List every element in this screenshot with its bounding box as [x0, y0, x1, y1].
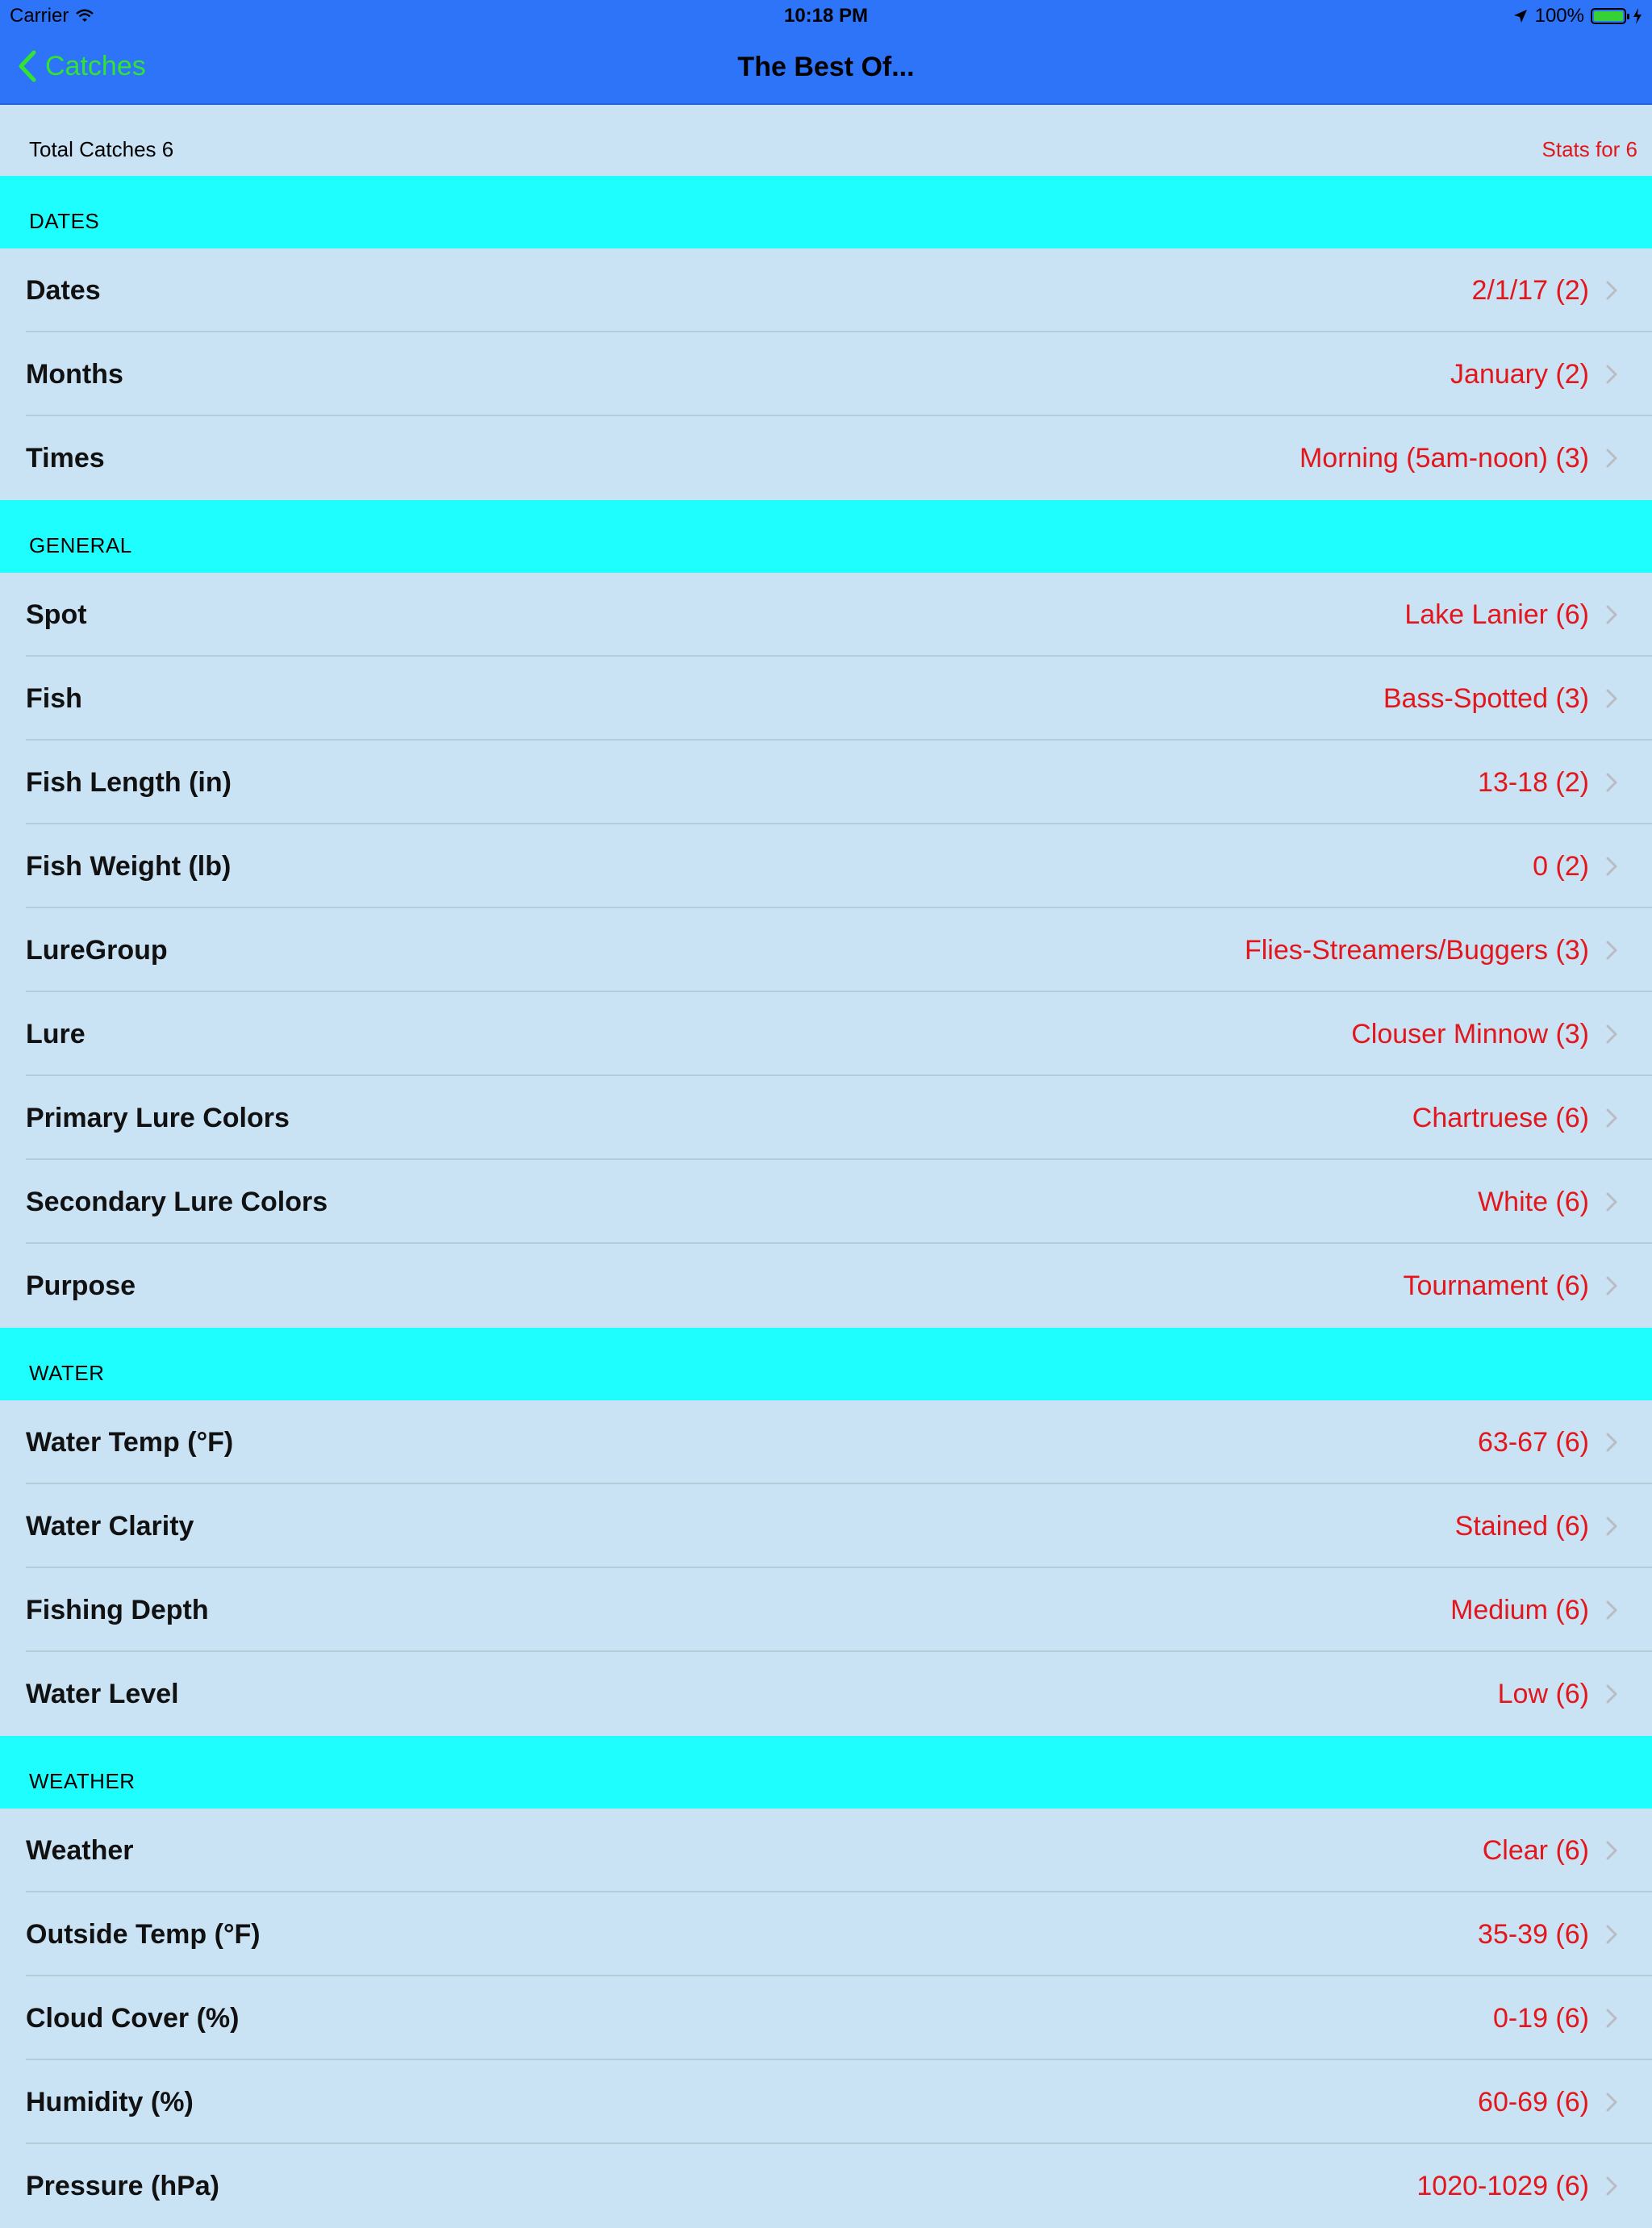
row-label: Months [26, 359, 123, 390]
chevron-right-icon [1600, 1683, 1623, 1705]
chevron-right-icon [1600, 1191, 1623, 1213]
section-header-label: WEATHER [29, 1769, 136, 1793]
row-value: 0 (2) [1533, 851, 1589, 882]
chevron-right-icon [1600, 1431, 1623, 1454]
row-label: Water Temp (°F) [26, 1427, 234, 1458]
row-value: Tournament (6) [1403, 1270, 1589, 1301]
table-row[interactable] [0, 332, 1652, 416]
stats-table [0, 176, 1652, 2228]
battery-icon [1591, 8, 1626, 24]
row-value: 2/1/17 (2) [1471, 275, 1589, 306]
nav-bar [0, 32, 1652, 103]
table-row[interactable] [0, 248, 1652, 332]
chevron-right-icon [1600, 771, 1623, 794]
row-label: Times [26, 443, 105, 474]
row-label: LureGroup [26, 935, 168, 966]
row-value: Bass-Spotted (3) [1383, 683, 1589, 714]
chevron-right-icon [1600, 1839, 1623, 1862]
chevron-right-icon [1600, 447, 1623, 469]
row-value: Morning (5am-noon) (3) [1299, 443, 1589, 474]
navigation-bar [0, 0, 1652, 105]
chevron-right-icon [1600, 2091, 1623, 2113]
chevron-right-icon [1600, 1515, 1623, 1537]
chevron-right-icon [1600, 279, 1623, 302]
stats-for-link[interactable]: Stats for 6 [1541, 137, 1637, 161]
row-value: January (2) [1450, 359, 1589, 390]
row-label: Fish Weight (lb) [26, 851, 232, 882]
chevron-right-icon [1600, 1023, 1623, 1045]
row-value: Clear (6) [1482, 1835, 1589, 1866]
charging-bolt-icon [1633, 8, 1642, 24]
chevron-right-icon [1600, 2175, 1623, 2197]
status-right [1512, 5, 1642, 27]
row-value: Low (6) [1497, 1679, 1589, 1709]
section-header-general [0, 500, 1652, 573]
row-label: Spot [26, 599, 87, 630]
row-value: Stained (6) [1454, 1511, 1589, 1542]
table-row[interactable] [0, 2144, 1652, 2228]
back-label: Catches [45, 50, 146, 81]
row-value: Flies-Streamers/Buggers (3) [1244, 935, 1589, 966]
section-header-label: GENERAL [29, 533, 132, 557]
table-row[interactable] [0, 2060, 1652, 2144]
chevron-right-icon [1600, 939, 1623, 962]
row-value: White (6) [1478, 1187, 1589, 1217]
section-header-weather [0, 1736, 1652, 1809]
table-row[interactable] [0, 657, 1652, 741]
row-label: Humidity (%) [26, 2087, 194, 2117]
clock: 10:18 PM [783, 5, 869, 27]
table-row[interactable] [0, 1809, 1652, 1892]
row-label: Purpose [26, 1270, 136, 1301]
row-label: Weather [26, 1835, 134, 1866]
row-value: 63-67 (6) [1478, 1427, 1589, 1458]
battery-percent: 100% [1534, 5, 1584, 27]
section-header-water [0, 1328, 1652, 1400]
table-row[interactable] [0, 992, 1652, 1076]
chevron-right-icon [1600, 687, 1623, 710]
row-label: Outside Temp (°F) [26, 1919, 261, 1950]
table-row[interactable] [0, 1892, 1652, 1976]
row-value: 35-39 (6) [1478, 1919, 1589, 1950]
section-header-dates [0, 176, 1652, 248]
table-row[interactable] [0, 1076, 1652, 1160]
row-value: 1020-1029 (6) [1416, 2171, 1589, 2201]
row-label: Secondary Lure Colors [26, 1187, 328, 1217]
row-value: Chartruese (6) [1412, 1103, 1589, 1133]
row-label: Fish Length (in) [26, 767, 232, 798]
location-arrow-icon [1512, 8, 1529, 24]
row-label: Lure [26, 1019, 86, 1049]
table-row[interactable] [0, 824, 1652, 908]
section-header-label: WATER [29, 1361, 105, 1385]
table-row[interactable] [0, 1160, 1652, 1244]
section-header-label: DATES [29, 209, 100, 233]
chevron-right-icon [1600, 2007, 1623, 2030]
status-bar [0, 0, 1652, 32]
chevron-right-icon [1600, 1275, 1623, 1297]
row-value: 0-19 (6) [1492, 2003, 1589, 2034]
page-title: The Best Of... [737, 52, 915, 82]
row-value: 60-69 (6) [1478, 2087, 1589, 2117]
row-label: Dates [26, 275, 101, 306]
table-row[interactable] [0, 1652, 1652, 1736]
table-row[interactable] [0, 1568, 1652, 1652]
row-value: Lake Lanier (6) [1404, 599, 1589, 630]
row-label: Pressure (hPa) [26, 2171, 219, 2201]
row-label: Water Clarity [26, 1511, 194, 1542]
chevron-right-icon [1600, 855, 1623, 878]
table-row[interactable] [0, 416, 1652, 500]
row-value: Medium (6) [1450, 1595, 1589, 1625]
total-catches-label: Total Catches 6 [29, 137, 174, 161]
summary-row [0, 105, 1652, 176]
chevron-right-icon [1600, 363, 1623, 386]
row-value: 13-18 (2) [1478, 767, 1589, 798]
row-value: Clouser Minnow (3) [1351, 1019, 1589, 1049]
row-label: Fishing Depth [26, 1595, 209, 1625]
table-row[interactable] [0, 741, 1652, 824]
row-label: Fish [26, 683, 82, 714]
row-label: Cloud Cover (%) [26, 2003, 240, 2034]
chevron-right-icon [1600, 1923, 1623, 1946]
table-row[interactable] [0, 1976, 1652, 2060]
table-row[interactable] [0, 1484, 1652, 1568]
row-label: Primary Lure Colors [26, 1103, 290, 1133]
chevron-right-icon [1600, 1599, 1623, 1621]
chevron-right-icon [1600, 1107, 1623, 1129]
table-row[interactable] [0, 573, 1652, 657]
table-row[interactable] [0, 908, 1652, 992]
carrier-label: Carrier [10, 5, 69, 27]
row-label: Water Level [26, 1679, 179, 1709]
chevron-right-icon [1600, 603, 1623, 626]
table-row[interactable] [0, 1400, 1652, 1484]
table-row[interactable] [0, 1244, 1652, 1328]
